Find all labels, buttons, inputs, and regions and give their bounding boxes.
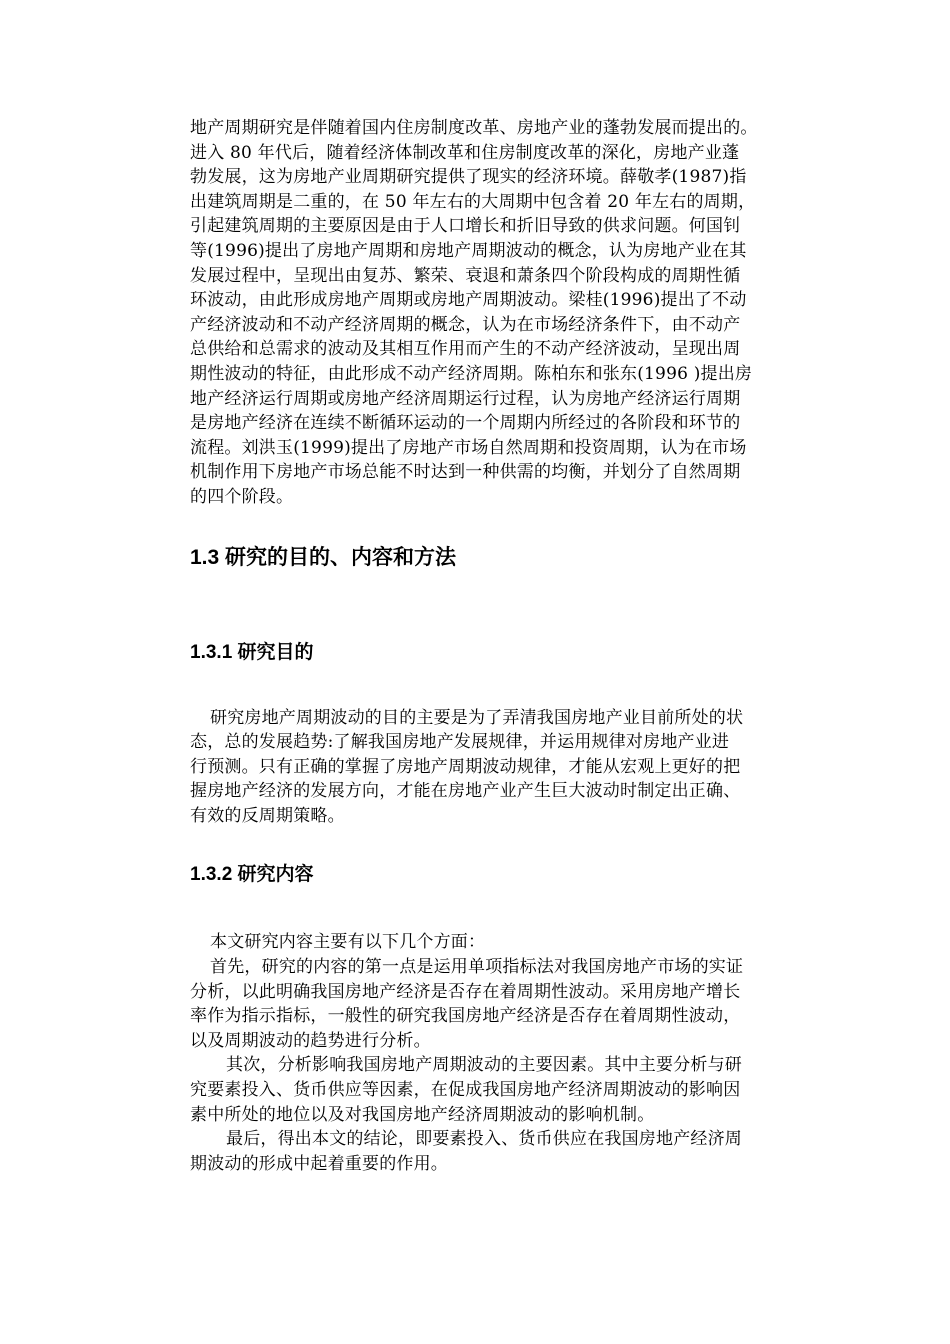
section-heading-1-3-2: 1.3.2 研究内容 [190,864,314,886]
text-line: 有效的反周期策略。 [190,805,345,826]
text-line: 行预测。只有正确的掌握了房地产周期波动规律，才能从宏观上更好的把 [190,756,741,777]
document-page [190,116,820,1176]
text-line: 以及周期波动的趋势进行分析。 [190,1030,431,1051]
content-paragraph [190,930,820,1176]
purpose-paragraph [190,706,820,829]
text-line: 究要素投入、货币供应等因素，在促成我国房地产经济周期波动的影响因 [190,1080,741,1101]
text-line: 本文研究内容主要有以下几个方面： [210,932,486,953]
text-line: 地产周期研究是伴随着国内住房制度改革、房地产业的蓬勃发展而提出的。 [190,118,758,138]
text-line: 分析，以此明确我国房地产经济是否存在着周期性波动。采用房地产增长 [190,981,741,1002]
text-line: 产经济波动和不动产经济周期的概念，认为在市场经济条件下，由不动产 [190,314,741,335]
text-line: 其次，分析影响我国房地产周期波动的主要因素。其中主要分析与研 [226,1055,742,1076]
text-line: 期性波动的特征，由此形成不动产经济周期。陈柏东和张东(1996 )提出房 [190,363,753,384]
text-line: 期波动的形成中起着重要的作用。 [190,1153,448,1174]
intro-paragraph [190,116,820,510]
text-line: 最后，得出本文的结论，即要素投入、货币供应在我国房地产经济周 [226,1129,742,1150]
section-heading-1-3: 1.3 研究的目的、内容和方法 [190,545,457,569]
text-line: 素中所处的地位以及对我国房地产经济周期波动的影响机制。 [190,1104,655,1125]
text-line: 是房地产经济在连续不断循环运动的一个周期内所经过的各阶段和环节的 [190,413,741,434]
text-line: 出建筑周期是二重的，在 50 年左右的大周期中包含着 20 年左右的周期， [190,191,756,212]
text-line: 引起建筑周期的主要原因是由于人口增长和折旧导致的供求问题。何国钊 [190,216,741,237]
text-line: 握房地产经济的发展方向，才能在房地产业产生巨大波动时制定出正确、 [190,781,741,802]
text-line: 首先，研究的内容的第一点是运用单项指标法对我国房地产市场的实证 [210,957,744,978]
text-line: 等(1996)提出了房地产周期和房地产周期波动的概念，认为房地产业在其 [190,240,747,261]
text-line: 流程。刘洪玉(1999)提出了房地产市场自然周期和投资周期，认为在市场 [190,437,747,458]
text-line: 机制作用下房地产市场总能不时达到一种供需的均衡，并划分了自然周期 [190,462,741,483]
text-line: 研究房地产周期波动的目的主要是为了弄清我国房地产业目前所处的状 [210,707,744,728]
text-line: 态，总的发展趋势:了解我国房地产发展规律，并运用规律对房地产业进 [190,732,730,753]
section-heading-1-3-1: 1.3.1 研究目的 [190,641,314,663]
text-line: 率作为指示指标，一般性的研究我国房地产经济是否存在着周期性波动， [190,1006,741,1027]
text-line: 勃发展，这为房地产业周期研究提供了现实的经济环境。薛敬孝(1987)指 [190,167,747,188]
text-line: 总供给和总需求的波动及其相互作用而产生的不动产经济波动，呈现出周 [190,339,741,360]
text-line: 地产经济运行周期或房地产经济周期运行过程，认为房地产经济运行周期 [190,388,741,409]
text-line: 发展过程中，呈现出由复苏、繁荣、衰退和萧条四个阶段构成的周期性循 [190,265,741,286]
text-line: 的四个阶段。 [190,486,294,507]
text-line: 进入 80 年代后，随着经济体制改革和住房制度改革的深化，房地产业蓬 [190,142,740,163]
text-line: 环波动，由此形成房地产周期或房地产周期波动。梁桂(1996)提出了不动 [190,290,747,311]
